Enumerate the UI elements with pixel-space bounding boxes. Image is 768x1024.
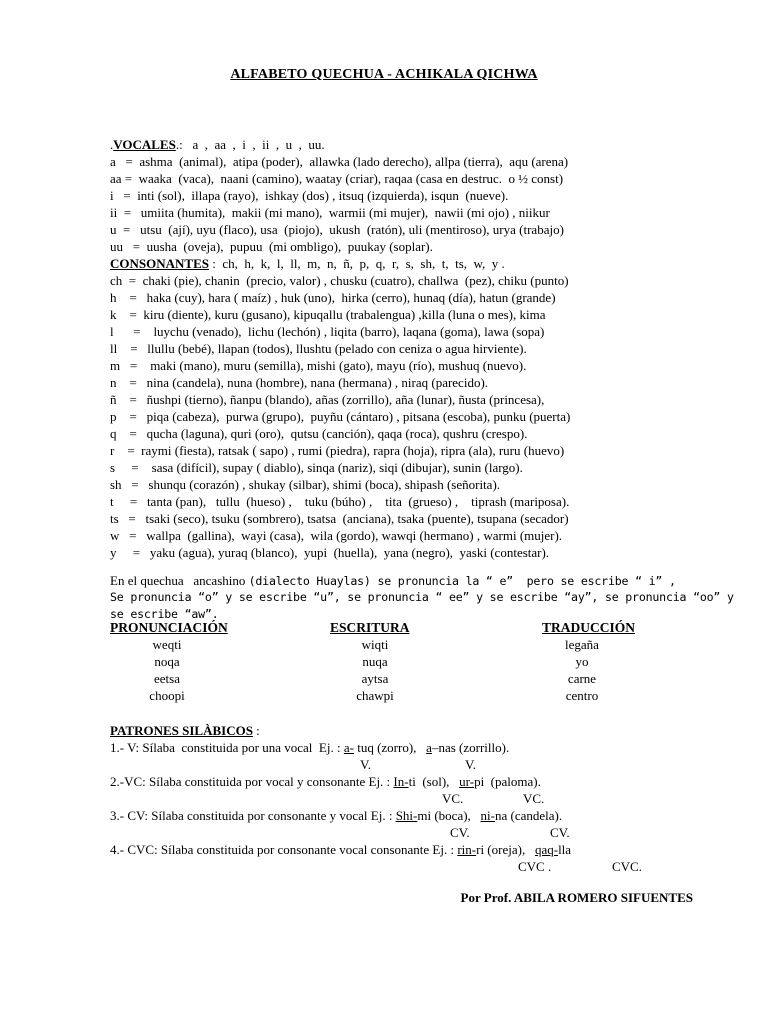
consonant-line: t = tanta (pan), tullu (hueso) , tuku (búho) , tita (grueso) , tiprash (mariposa). [110,494,570,509]
pattern-desc: 2.-VC: Sílaba constituida por vocal y consonante Ej. : [110,774,394,789]
page-title: ALFABETO QUECHUA - ACHIKALA QICHWA [230,67,538,82]
pattern-tag: CV. [550,825,570,840]
pattern-item [110,739,710,756]
pattern-tag: CV. [450,825,470,840]
pattern-example-syllable: Shi- [395,808,418,823]
consonant-line: y = yaku (agua), yuraq (blanco), yupi (huella), yana (negro), yaski (contestar). [110,545,550,560]
consonant-line: ll = llullu (bebé), llapan (todos), llushtu (pelado con ceniza o agua hirviente). [110,341,527,356]
table-cell: chawpi [356,688,394,703]
table-cell: centro [565,688,599,703]
patterns-heading-colon: : [252,723,260,738]
note-serif-text: En el quechua ancashino [110,573,249,588]
consonant-line: w = wallpa (gallina), wayi (casa), wila (gordo), wawqi (hermano) , warmi (mujer). [110,528,563,543]
pattern-tags [110,790,710,807]
pattern-example: –nas (zorrillo). [431,740,510,755]
pattern-example-syllable: In- [393,774,409,789]
consonant-line: q = qucha (laguna), quri (oro), qutsu (canción), qaqa (roca), qushru (crespo). [110,426,528,441]
table-cell: nuqa [362,654,388,669]
consonant-line: p = piqa (cabeza), purwa (grupo), puyñu (cántaro) , pitsana (escoba), punku (puerta) [110,409,571,424]
table-cell: weqti [152,637,182,652]
consonant-line: sh = shunqu (corazón) , shukay (silbar), shimi (boca), shipash (señorita). [110,477,501,492]
pattern-example: ri (oreja), [476,842,535,857]
pattern-tag: V. [465,757,476,772]
consonant-line: ts = tsaki (seco), tsuku (sombrero), tsatsa (anciana), tsaka (puente), tsupana (secador) [110,511,569,526]
dialect-note [110,572,734,623]
table-cell: yo [575,654,589,669]
pattern-example-syllable: ni- [480,808,495,823]
pattern-tag: VC. [523,791,545,806]
pattern-example-syllable: a- [343,740,354,755]
note-line-1 [110,572,710,589]
consonant-line: k = kiru (diente), kuru (gusano), kipuqallu (trabalengua) ,killa (luna o mes), kima [110,307,546,322]
table-cell: aytsa [361,671,389,686]
alphabet-section [110,136,710,561]
consonant-line: l = luychu (venado), lichu (lechón) , liqita (barro), laqana (goma), lawa (sopa) [110,324,545,339]
header-pronunciation: PRONUNCIACIÓN [110,620,228,635]
note-line-2: Se pronuncia “o” y se escribe “u”, se pronuncia “ ee” y se escribe “ay”, se pronuncia “oo” y [110,590,734,604]
patterns-heading-line [110,722,710,739]
pattern-example: mi (boca), [417,808,481,823]
consonant-line: ch = chaki (pie), chanin (precio, valor) , chusku (cuatro), challwa (pez), chiku (punto) [110,273,569,288]
consonants-list: : ch, h, k, l, ll, m, n, ñ, p, q, r, s, sh, t, ts, w, y . [208,256,505,271]
consonant-line: ñ = ñushpi (tierno), ñanpu (blando), añas (zorrillo), aña (lunar), ñusta (princesa), [110,392,545,407]
pattern-tags [110,756,710,773]
pattern-tags [110,858,710,875]
note-line-3: se escribe “aw”. [110,607,219,621]
vowel-line: uu = uusha (oveja), pupuu (mi ombligo), puukay (soplar). [110,239,433,254]
pattern-example-syllable: ur- [459,774,475,789]
vowels-list: .: a , aa , i , ii , u , uu. [175,137,325,152]
table-cell: eetsa [154,671,180,686]
syllable-patterns [110,722,710,875]
pattern-item [110,773,710,790]
consonant-line: n = nina (candela), nuna (hombre), nana (hermana) , niraq (parecido). [110,375,489,390]
table-cell: noqa [154,654,180,669]
vowel-line: i = inti (sol), illapa (rayo), ishkay (dos) , itsuq (izquierda), isqun (nueve). [110,188,509,203]
table-cell: choopi [149,688,185,703]
pattern-example: tuq (zorro), [353,740,427,755]
patterns-heading: PATRONES SILÀBICOS [110,723,253,738]
note-sans-text: (dialecto Huaylas) se pronuncia la “ e” pero se escribe “ i” , [248,574,676,588]
pattern-example: pi (paloma). [474,774,541,789]
pattern-tag: VC. [442,791,464,806]
pattern-desc: 4.- CVC: Sílaba constituida por consonante vocal consonante Ej. : [110,842,458,857]
vowel-line: ii = umiita (humita), makii (mi mano), warmii (mi mujer), nawii (mi ojo) , niikur [110,205,550,220]
pattern-desc: 3.- CV: Sílaba constituida por consonante y vocal Ej. : [110,808,396,823]
pattern-example: ti (sol), [408,774,460,789]
pattern-tag: CVC . [518,859,552,874]
pattern-tag: CVC. [612,859,642,874]
author-signature: Por Prof. ABILA ROMERO SIFUENTES [460,890,693,905]
pattern-desc: 1.- V: Sílaba constituida por una vocal Ej. : [110,740,344,755]
consonant-line: r = raymi (fiesta), ratsak ( sapo) , rumi (piedra), rapra (hoja), ripra (ala), ruru (huevo) [110,443,565,458]
pattern-example: lla [558,842,572,857]
table-cell: carne [567,671,597,686]
consonant-line: s = sasa (difícil), supay ( diablo), sinqa (nariz), siqi (dibujar), sunin (largo). [110,460,523,475]
pattern-example-syllable: qaq- [534,842,559,857]
vowels-heading: VOCALES [113,137,176,152]
table-cell: wiqti [361,637,389,652]
vowels-heading-line: .VOCALES.: a , aa , i , ii , u , uu. [110,137,325,152]
consonants-heading-line [110,255,710,272]
pattern-tag: V. [360,757,371,772]
pattern-example-syllable: rin- [457,842,477,857]
pattern-item [110,841,710,858]
pattern-example-syllable: a [426,740,432,755]
consonant-line: h = haka (cuy), hara ( maíz) , huk (uno), hirka (cerro), hunaq (día), hatun (grande) [110,290,556,305]
pattern-example: na (candela). [495,808,563,823]
consonant-line: m = maki (mano), muru (semilla), mishi (gato), mayu (río), mushuq (nuevo). [110,358,527,373]
vowel-line: a = ashma (animal), atipa (poder), allawka (lado derecho), allpa (tierra), aqu (arena) [110,154,569,169]
vowel-line: aa = waaka (vaca), naani (camino), waatay (criar), raqaa (casa en destruc. o ½ const) [110,171,564,186]
pattern-tags [110,824,710,841]
consonants-heading: CONSONANTES [110,256,209,271]
header-writing: ESCRITURA [330,620,410,635]
pattern-item [110,807,710,824]
vowel-line: u = utsu (ají), uyu (flaco), usa (piojo), ukush (ratón), uli (mentiroso), urya (trabajo) [110,222,564,237]
table-cell: legaña [565,637,599,652]
header-translation: TRADUCCIÓN [542,620,636,635]
